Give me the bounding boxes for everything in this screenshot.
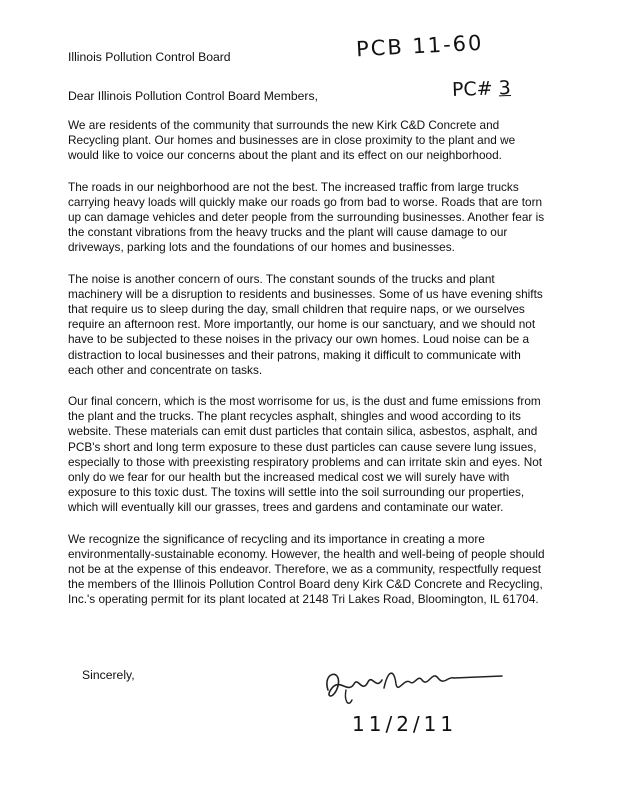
pc-number-prefix: PC#	[451, 77, 494, 102]
paragraph-dust: Our final concern, which is the most worrisome for us, is the dust and fume emissions from the plant and the trucks. The plant recycles asphalt, shingles and wood according to its website. These materials can emit dust particles that contain silica, asbestos, asphalt, and PCB's short and long term exposure to these dust particles can cause severe lung issues, especially to those with preexisting respiratory problems and can irritate skin and eyes. Not only do we fear for our health but the increased medical cost we will surely have with exposure to this toxic dust. The toxins will settle into the soil surrounding our properties, which will eventually kill our grasses, trees and gardens and contaminate our water.	[68, 394, 543, 515]
salutation: Dear Illinois Pollution Control Board Members,	[68, 89, 318, 103]
pc-number-value: 3	[498, 76, 512, 100]
recipient-line: Illinois Pollution Control Board	[68, 50, 231, 64]
paragraph-request: We recognize the significance of recycling and its importance in creating a more environmentally-sustainable economy. However, the health and well-being of people should not be at the expense of this endeavor. Therefore, we as a community, respectfully request the members of the Illinois Pollution Control Board deny Kirk C&D Concrete and Recycling, Inc.'s operating permit for its plant located at 2148 Tri Lakes Road, Bloomington, IL 61704.	[68, 531, 545, 607]
letter-body	[68, 118, 546, 624]
closing: Sincerely,	[82, 668, 135, 682]
handwritten-pc-number	[452, 77, 512, 101]
paragraph-noise: The noise is another concern of ours. The constant sounds of the trucks and plant machinery will be a disruption to residents and businesses. Some of us have evening shifts that require us to sleep during the day, small children that require naps, or we ourselves require an afternoon rest. More importantly, our home is our sanctuary, and we should not have to be subjected to these noises in the privacy our own homes. Loud noise can be a distraction to local businesses and their patrons, making it difficult to communicate with each other and concentrate on tasks.	[68, 271, 543, 377]
paragraph-intro: We are residents of the community that surrounds the new Kirk C&D Concrete and Recycling plant. Our homes and businesses are in close proximity to the plant and we would like to voice our concerns about the plant and its effect on our neighborhood.	[68, 118, 516, 163]
handwritten-signature	[318, 660, 508, 710]
handwritten-date: 11/2/11	[352, 712, 458, 736]
handwritten-case-number: PCB 11-60	[355, 30, 484, 62]
paragraph-roads: The roads in our neighborhood are not the best. The increased traffic from large trucks carrying heavy loads will quickly make our roads go from bad to worse. Roads that are torn up can damage vehicles and deter people from the surrounding businesses. Another fear is the constant vibrations from the heavy trucks and the plant will cause damage to our driveways, parking lots and the foundations of our homes and businesses.	[68, 179, 545, 255]
